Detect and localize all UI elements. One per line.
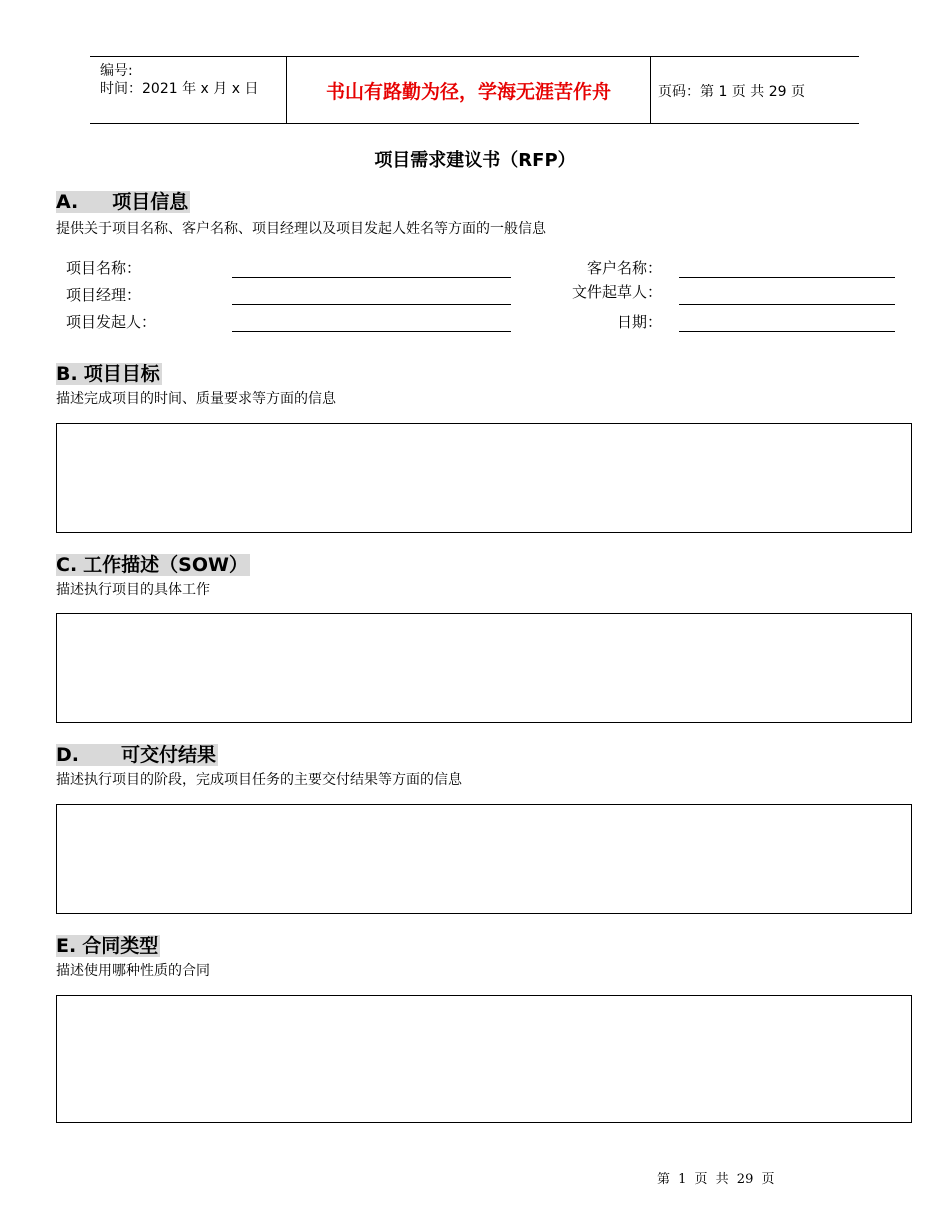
section-a-letter: A. xyxy=(56,191,79,213)
document-time-label: 时间：2021 年 x 月 x 日 xyxy=(100,81,259,97)
section-d-heading xyxy=(56,743,218,767)
document-header xyxy=(90,56,859,124)
page-footer: 第 1 页 共 29 页 xyxy=(657,1172,775,1187)
project-name-label: 项目名称： xyxy=(66,259,142,277)
deliverables-box[interactable] xyxy=(56,804,912,914)
section-b-heading xyxy=(56,362,162,386)
section-a-description: 提供关于项目名称、客户名称、项目经理以及项目发起人姓名等方面的一般信息 xyxy=(56,221,546,237)
section-e-description: 描述使用哪种性质的合同 xyxy=(56,963,210,979)
document-number-label: 编号: xyxy=(100,63,133,79)
header-page-cell xyxy=(650,57,859,123)
section-c-letter: C. xyxy=(56,554,78,576)
project-manager-field[interactable] xyxy=(232,304,511,305)
section-e-heading xyxy=(56,934,160,958)
client-name-label: 客户名称： xyxy=(586,259,662,277)
section-d-title: 可交付结果 xyxy=(121,744,217,766)
section-c-description: 描述执行项目的具体工作 xyxy=(56,582,210,598)
project-name-field[interactable] xyxy=(232,277,511,278)
header-slogan: 书山有路勤为径，学海无涯苦作舟 xyxy=(325,81,611,103)
section-e-title: 合同类型 xyxy=(82,935,159,957)
date-field[interactable] xyxy=(679,331,895,332)
section-a-title: 项目信息 xyxy=(112,191,189,213)
section-b-title: 项目目标 xyxy=(83,363,160,385)
section-b-letter: B. xyxy=(56,363,78,385)
section-d-description: 描述执行项目的阶段，完成项目任务的主要交付结果等方面的信息 xyxy=(56,772,462,788)
section-c-title: 工作描述（SOW） xyxy=(83,554,248,576)
header-slogan-cell xyxy=(286,57,651,123)
document-title: 项目需求建议书（RFP） xyxy=(374,150,576,171)
section-a-heading xyxy=(56,190,190,214)
section-b-description: 描述完成项目的时间、质量要求等方面的信息 xyxy=(56,391,336,407)
project-objectives-box[interactable] xyxy=(56,423,912,533)
contract-type-box[interactable] xyxy=(56,995,912,1123)
project-manager-label: 项目经理： xyxy=(66,286,142,304)
project-sponsor-field[interactable] xyxy=(232,331,511,332)
doc-drafter-field[interactable] xyxy=(679,304,895,305)
header-meta-cell xyxy=(90,57,286,123)
client-name-field[interactable] xyxy=(679,277,895,278)
section-d-letter: D. xyxy=(56,744,79,766)
header-page-info: 页码：第 1 页 共 29 页 xyxy=(658,84,805,100)
project-sponsor-label: 项目发起人： xyxy=(66,313,157,331)
date-label: 日期： xyxy=(616,313,662,331)
doc-drafter-label: 文件起草人： xyxy=(571,283,662,301)
section-e-letter: E. xyxy=(56,935,77,957)
section-c-heading xyxy=(56,553,250,577)
statement-of-work-box[interactable] xyxy=(56,613,912,723)
